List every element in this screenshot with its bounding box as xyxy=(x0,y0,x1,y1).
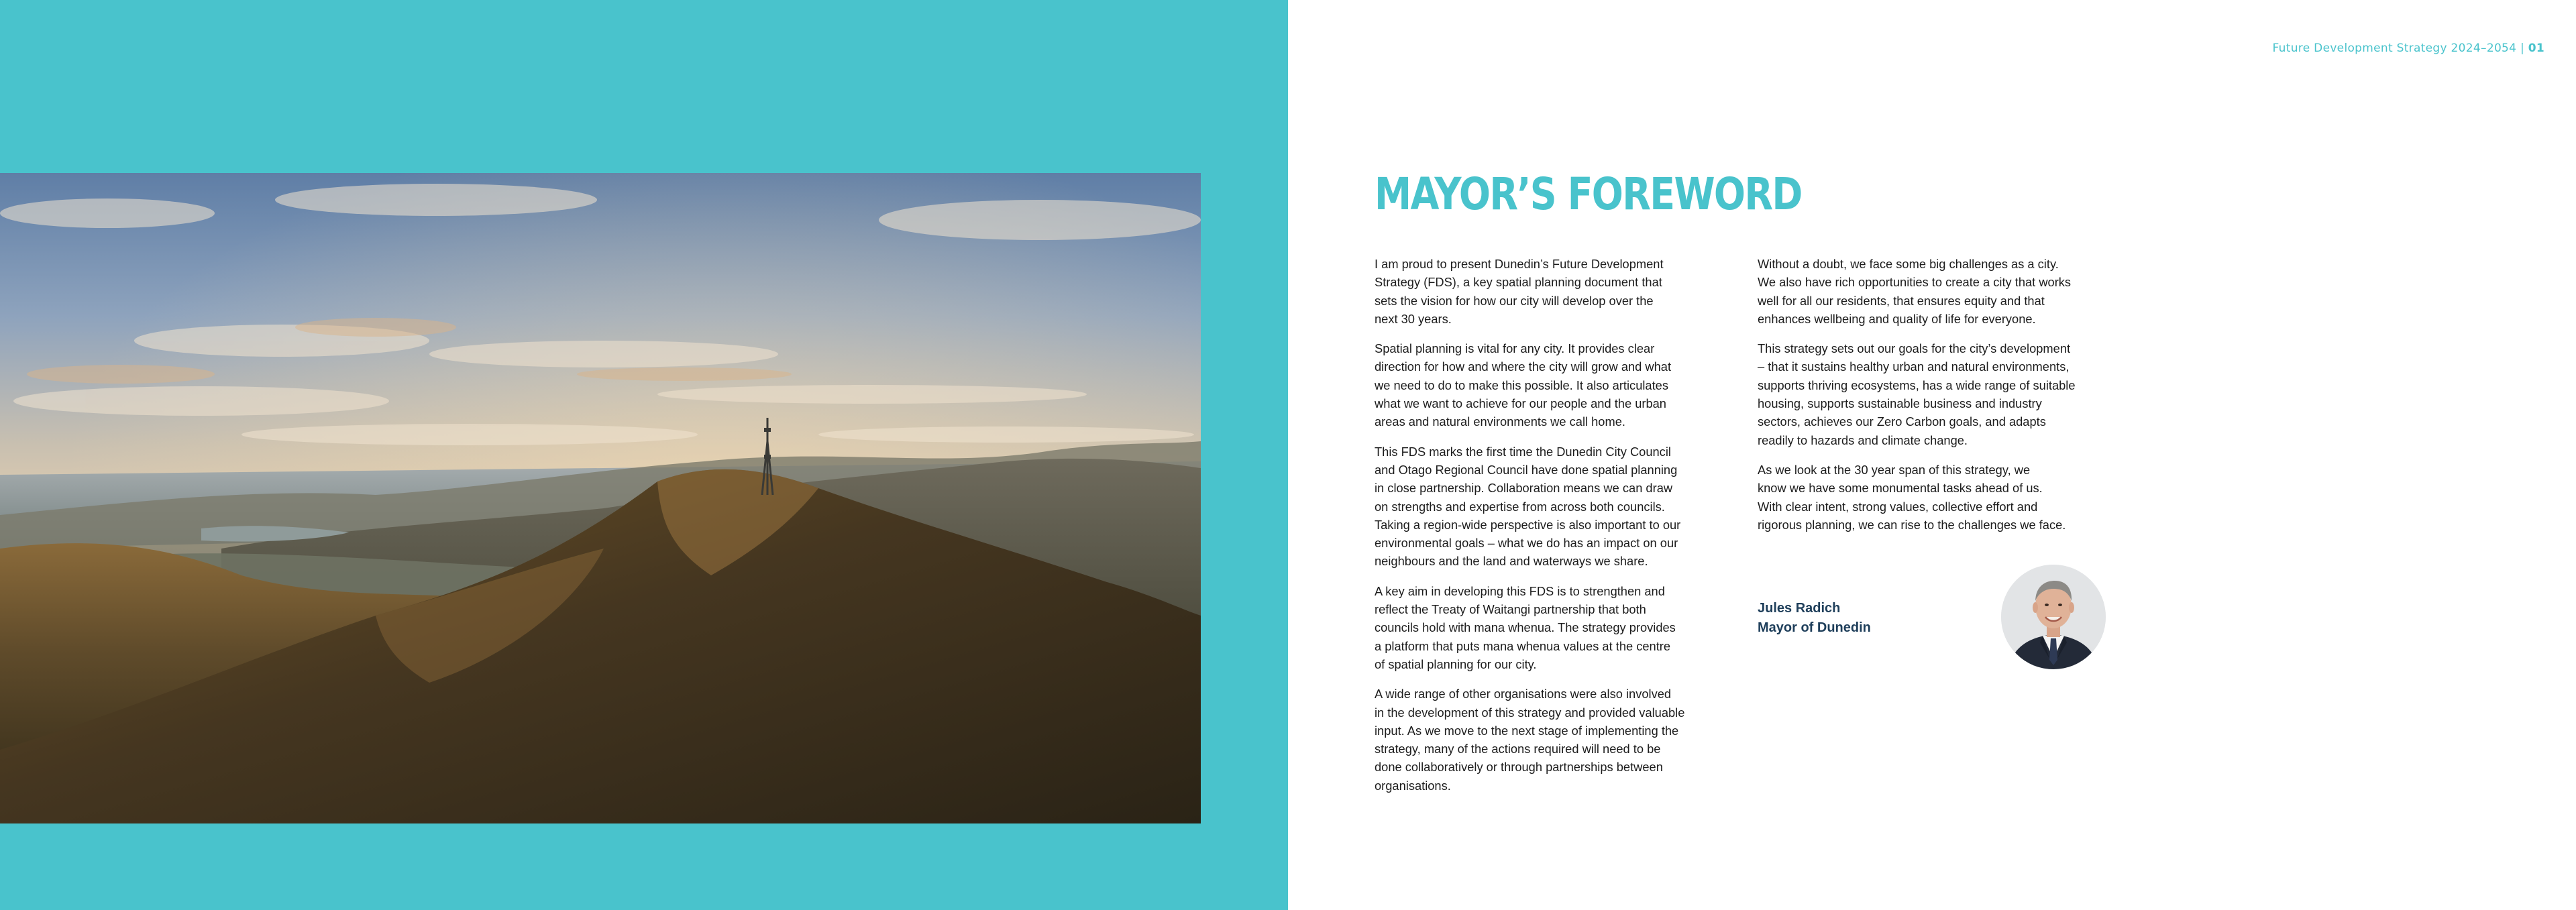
text-line: reflect the Treaty of Waitangi partnership that both xyxy=(1375,602,1646,617)
text-line: supports thriving ecosystems, has a wide range of suitable xyxy=(1758,378,2076,392)
text-line: we need to do to make this possible. It also articulates xyxy=(1375,378,1668,392)
running-separator: | xyxy=(2516,42,2528,55)
text-line: on strengths and expertise from across both councils. xyxy=(1375,499,1665,514)
paragraph xyxy=(1375,582,1720,673)
text-line: A wide range of other organisations were also involved xyxy=(1375,687,1672,701)
text-line: environmental goals – what we do has an impact on our xyxy=(1375,536,1678,551)
text-line: A key aim in developing this FDS is to strengthen and xyxy=(1375,583,1665,598)
text-line: of spatial planning for our city. xyxy=(1375,657,1537,671)
signatory-block xyxy=(1758,599,1871,638)
text-line: in the development of this strategy and provided valuable xyxy=(1375,705,1685,720)
text-line: sets the vision for how our city will develop over the xyxy=(1375,293,1654,308)
text-line: neighbours and the land and waterways we share. xyxy=(1375,554,1648,569)
text-line: strategy, many of the actions required will need to be xyxy=(1375,742,1661,756)
paragraph xyxy=(1375,443,1720,571)
body-column-left xyxy=(1375,255,1720,806)
text-line: well for all our residents, that ensures equity and that xyxy=(1758,293,2045,308)
text-line: in close partnership. Collaboration means we can draw xyxy=(1375,481,1673,496)
running-title: Future Development Strategy 2024–2054 xyxy=(2272,42,2517,55)
signatory-name: Jules Radich xyxy=(1758,601,1841,616)
text-line: readily to hazards and climate change. xyxy=(1758,433,1968,447)
text-line: Strategy (FDS), a key spatial planning document that xyxy=(1375,275,1662,290)
text-line: I am proud to present Dunedin’s Future Development xyxy=(1375,257,1664,271)
paragraph xyxy=(1758,255,2106,328)
landscape-photo xyxy=(0,173,1201,823)
text-line: and Otago Regional Council have done spatial planning xyxy=(1375,462,1678,477)
paragraph xyxy=(1375,685,1720,795)
paragraph xyxy=(1375,339,1720,431)
page-title: MAYOR’S FOREWORD xyxy=(1375,168,1802,220)
paragraph xyxy=(1758,339,2106,449)
text-line: As we look at the 30 year span of this strategy, we xyxy=(1758,462,2031,477)
text-line: This FDS marks the first time the Dunedin City Council xyxy=(1375,444,1671,459)
text-line: done collaboratively or through partnerships between xyxy=(1375,760,1663,775)
text-line: Spatial planning is vital for any city. It provides clear xyxy=(1375,341,1655,356)
text-line: enhances wellbeing and quality of life for everyone. xyxy=(1758,311,2036,326)
text-line: what we want to achieve for our people and the urban xyxy=(1375,396,1666,411)
body-column-right xyxy=(1758,255,2106,545)
text-line: direction for how and where the city will grow and what xyxy=(1375,359,1672,374)
text-line: Without a doubt, we face some big challenges as a city. xyxy=(1758,257,2059,271)
text-line: know we have some monumental tasks ahead of us. xyxy=(1758,481,2043,496)
text-line: sectors, achieves our Zero Carbon goals, and adapts xyxy=(1758,414,2046,429)
text-line: With clear intent, strong values, collective effort and xyxy=(1758,499,2038,514)
text-line: councils hold with mana whenua. The strategy provides xyxy=(1375,620,1676,635)
text-line: Taking a region-wide perspective is also important to our xyxy=(1375,517,1681,532)
text-line: next 30 years. xyxy=(1375,311,1452,326)
text-line: housing, supports sustainable business and industry xyxy=(1758,396,2042,411)
page-number: 01 xyxy=(2528,42,2544,55)
text-line: organisations. xyxy=(1375,778,1451,793)
text-line: input. As we move to the next stage of implementing the xyxy=(1375,723,1679,738)
running-header xyxy=(2273,42,2544,55)
text-line: – that it sustains healthy urban and natural environments, xyxy=(1758,359,2070,374)
text-line: a platform that puts mana whenua values at the centre xyxy=(1375,638,1671,653)
text-line: We also have rich opportunities to create a city that works xyxy=(1758,275,2072,290)
text-line: rigorous planning, we can rise to the challenges we face. xyxy=(1758,517,2066,532)
text-line: This strategy sets out our goals for the city’s development xyxy=(1758,341,2071,356)
text-line: areas and natural environments we call home. xyxy=(1375,414,1625,429)
paragraph xyxy=(1375,255,1720,328)
mayor-portrait-photo xyxy=(2001,565,2106,669)
paragraph xyxy=(1758,461,2106,534)
signatory-role: Mayor of Dunedin xyxy=(1758,620,1871,635)
